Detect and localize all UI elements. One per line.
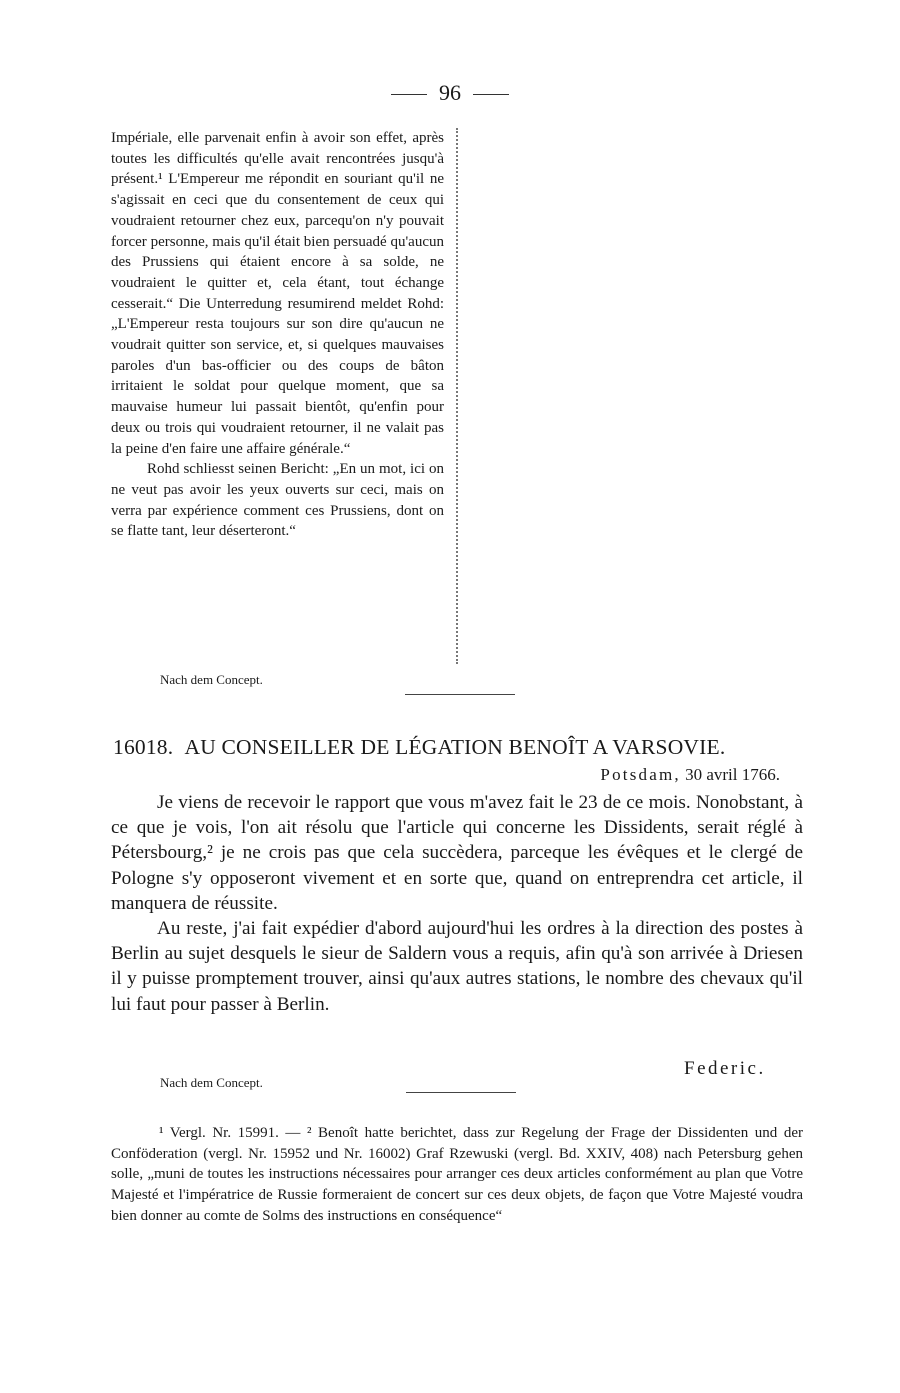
letter-dateline bbox=[540, 765, 780, 785]
left-column-paragraph-1: Impériale, elle parvenait enfin à avoir son effet, après toutes les difficultés qu'elle avait rencontrées jusqu'à présent.¹ L'Empereur me répondit en souriant qu'il ne s'agissait en ceci que du consentement de ceux qui voudraient retourner chez eux, parcequ'on n'y pouvait forcer personne, mais qu'il était bien persuadé qu'aucun des Prussiens qui étaient encore à sa solde, ne voudraient le quitter et, cela étant, tout échange cesserait.“ Die Unterredung resumirend meldet Rohd: „L'Empereur resta toujours sur son dire qu'aucun ne voudrait quitter son service, et, si quelques mauvaises paroles d'un bas-officier ou des coups de bâton irritaient le soldat pour quelque moment, que sa mauvaise humeur lui passait bientôt, qu'enfin pour deux ou trois qui voudraient retourner, il ne valait pas la peine d'en faire une affaire générale.“ bbox=[111, 130, 444, 457]
page-number-dash-right bbox=[473, 94, 509, 95]
left-column-paragraph-2: Rohd schliesst seinen Bericht: „En un mot, ici on ne veut pas avoir les yeux ouverts sur ceci, mais on verra par expérience comment ces Prussiens, dont on se flatte tant, leur déserteront.“ bbox=[111, 461, 444, 540]
source-note-1: Nach dem Concept. bbox=[160, 672, 263, 687]
left-column-text bbox=[111, 128, 444, 542]
letter-signature: Federic. bbox=[684, 1058, 766, 1079]
letter-body bbox=[111, 790, 803, 1017]
letter-title: AU CONSEILLER DE LÉGATION BENOÎT A VARSOVIE. bbox=[184, 735, 726, 759]
letter-paragraph-2: Au reste, j'ai fait expédier d'abord aujourd'hui les ordres à la direction des postes à Berlin au sujet desquels le sieur de Saldern vous a requis, afin qu'à son arrivée à Driesen il y puisse promptement trouver, ainsi qu'aux autres stations, le nombre des chevaux qu'il lui faut pour passer à Berlin. bbox=[111, 918, 803, 1015]
section-divider-1 bbox=[405, 694, 515, 695]
letter-paragraph-1: Je viens de recevoir le rapport que vous m'avez fait le 23 de ce mois. Nonobstant, à ce que je vois, l'on ait résolu que l'article qui concerne les Dissidents, serait réglé à Pétersbourg,² je ne crois pas que cela succèdera, parceque les évêques et le clergé de Pologne s'y opposeront vivement et en sorte que, quand on entreprendra cet article, il manquera de réussite. bbox=[111, 792, 803, 914]
source-note-2: Nach dem Concept. bbox=[160, 1075, 263, 1090]
section-divider-2 bbox=[406, 1092, 516, 1093]
page-number-text: 96 bbox=[439, 80, 461, 105]
letter-heading bbox=[113, 735, 803, 760]
page-number bbox=[0, 80, 900, 106]
letter-date: 30 avril 1766. bbox=[685, 765, 780, 784]
footnote-text: ¹ Vergl. Nr. 15991. — ² Benoît hatte berichtet, dass zur Regelung der Frage der Dissidenten und der Conföderation (vergl. Nr. 15952 und Nr. 16002) Graf Rzewuski (vergl. Bd. XXIV, 408) nach Petersburg gehen solle, „muni de toutes les instructions nécessaires pour arranger ces deux articles conformément au plan que Votre Majesté et l'impératrice de Russie formeraient de concert sur ces deux objets, de façon que Votre Majesté voudra bien donner au comte de Solms des instructions en conséquence“ bbox=[111, 1125, 803, 1224]
page-number-dash-left bbox=[391, 94, 427, 95]
footnotes bbox=[111, 1123, 803, 1227]
column-dotted-divider bbox=[456, 128, 458, 664]
letter-place: Potsdam, bbox=[600, 765, 681, 784]
letter-number: 16018. bbox=[113, 735, 174, 759]
